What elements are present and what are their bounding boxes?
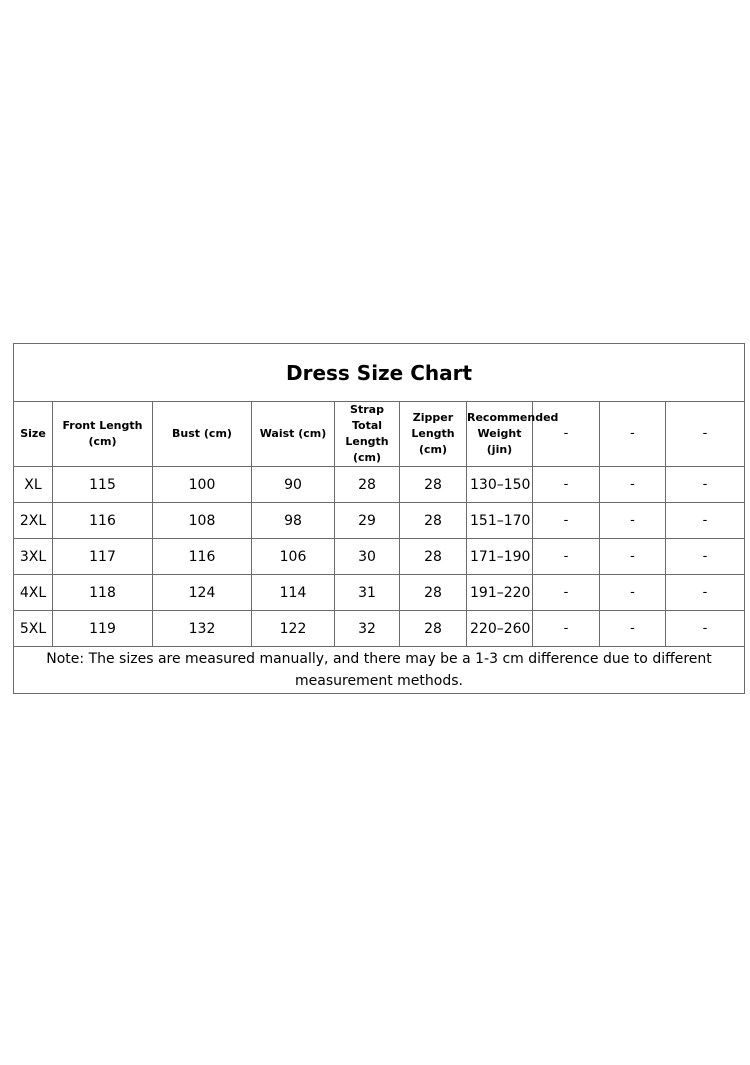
cell-weight: 220–260 (467, 611, 533, 647)
size-chart-table (13, 343, 745, 694)
chart-title: Dress Size Chart (14, 344, 745, 402)
cell-blank-2: - (600, 503, 666, 539)
cell-blank-2: - (600, 611, 666, 647)
cell-blank-3: - (666, 539, 745, 575)
cell-strap: 28 (335, 467, 400, 503)
table-body (14, 467, 745, 647)
header-front-length: Front Length (cm) (53, 402, 153, 467)
header-recommended-weight: Recommended Weight (jin) (467, 402, 533, 467)
header-blank-3: - (666, 402, 745, 467)
header-blank-1: - (533, 402, 600, 467)
header-strap-total-length: Strap Total Length (cm) (335, 402, 400, 467)
cell-blank-1: - (533, 539, 600, 575)
cell-zipper: 28 (400, 467, 467, 503)
cell-blank-3: - (666, 611, 745, 647)
cell-bust: 116 (153, 539, 252, 575)
cell-bust: 100 (153, 467, 252, 503)
header-size: Size (14, 402, 53, 467)
cell-size: 4XL (14, 575, 53, 611)
cell-strap: 29 (335, 503, 400, 539)
cell-blank-3: - (666, 503, 745, 539)
cell-bust: 124 (153, 575, 252, 611)
cell-front-length: 119 (53, 611, 153, 647)
cell-size: 2XL (14, 503, 53, 539)
cell-blank-1: - (533, 575, 600, 611)
cell-size: XL (14, 467, 53, 503)
cell-blank-3: - (666, 467, 745, 503)
cell-zipper: 28 (400, 539, 467, 575)
header-row (14, 402, 745, 467)
cell-weight: 191–220 (467, 575, 533, 611)
cell-blank-2: - (600, 575, 666, 611)
cell-front-length: 115 (53, 467, 153, 503)
cell-waist: 122 (252, 611, 335, 647)
measurement-note: Note: The sizes are measured manually, and there may be a 1-3 cm difference due to different measurement methods. (14, 647, 745, 694)
cell-waist: 90 (252, 467, 335, 503)
cell-strap: 31 (335, 575, 400, 611)
cell-front-length: 116 (53, 503, 153, 539)
cell-size: 5XL (14, 611, 53, 647)
cell-zipper: 28 (400, 611, 467, 647)
header-zipper-length: Zipper Length (cm) (400, 402, 467, 467)
cell-zipper: 28 (400, 503, 467, 539)
cell-zipper: 28 (400, 575, 467, 611)
cell-blank-1: - (533, 503, 600, 539)
cell-blank-1: - (533, 611, 600, 647)
table-row (14, 503, 745, 539)
cell-strap: 30 (335, 539, 400, 575)
title-row (14, 344, 745, 402)
cell-front-length: 117 (53, 539, 153, 575)
cell-blank-3: - (666, 575, 745, 611)
cell-blank-1: - (533, 467, 600, 503)
table-row (14, 539, 745, 575)
header-waist: Waist (cm) (252, 402, 335, 467)
cell-weight: 151–170 (467, 503, 533, 539)
table-row (14, 611, 745, 647)
cell-waist: 98 (252, 503, 335, 539)
cell-weight: 171–190 (467, 539, 533, 575)
cell-bust: 132 (153, 611, 252, 647)
cell-blank-2: - (600, 467, 666, 503)
cell-bust: 108 (153, 503, 252, 539)
cell-waist: 114 (252, 575, 335, 611)
header-blank-2: - (600, 402, 666, 467)
cell-weight: 130–150 (467, 467, 533, 503)
cell-size: 3XL (14, 539, 53, 575)
cell-strap: 32 (335, 611, 400, 647)
table-row (14, 575, 745, 611)
cell-front-length: 118 (53, 575, 153, 611)
note-row (14, 647, 745, 694)
cell-waist: 106 (252, 539, 335, 575)
cell-blank-2: - (600, 539, 666, 575)
table-row (14, 467, 745, 503)
header-bust: Bust (cm) (153, 402, 252, 467)
